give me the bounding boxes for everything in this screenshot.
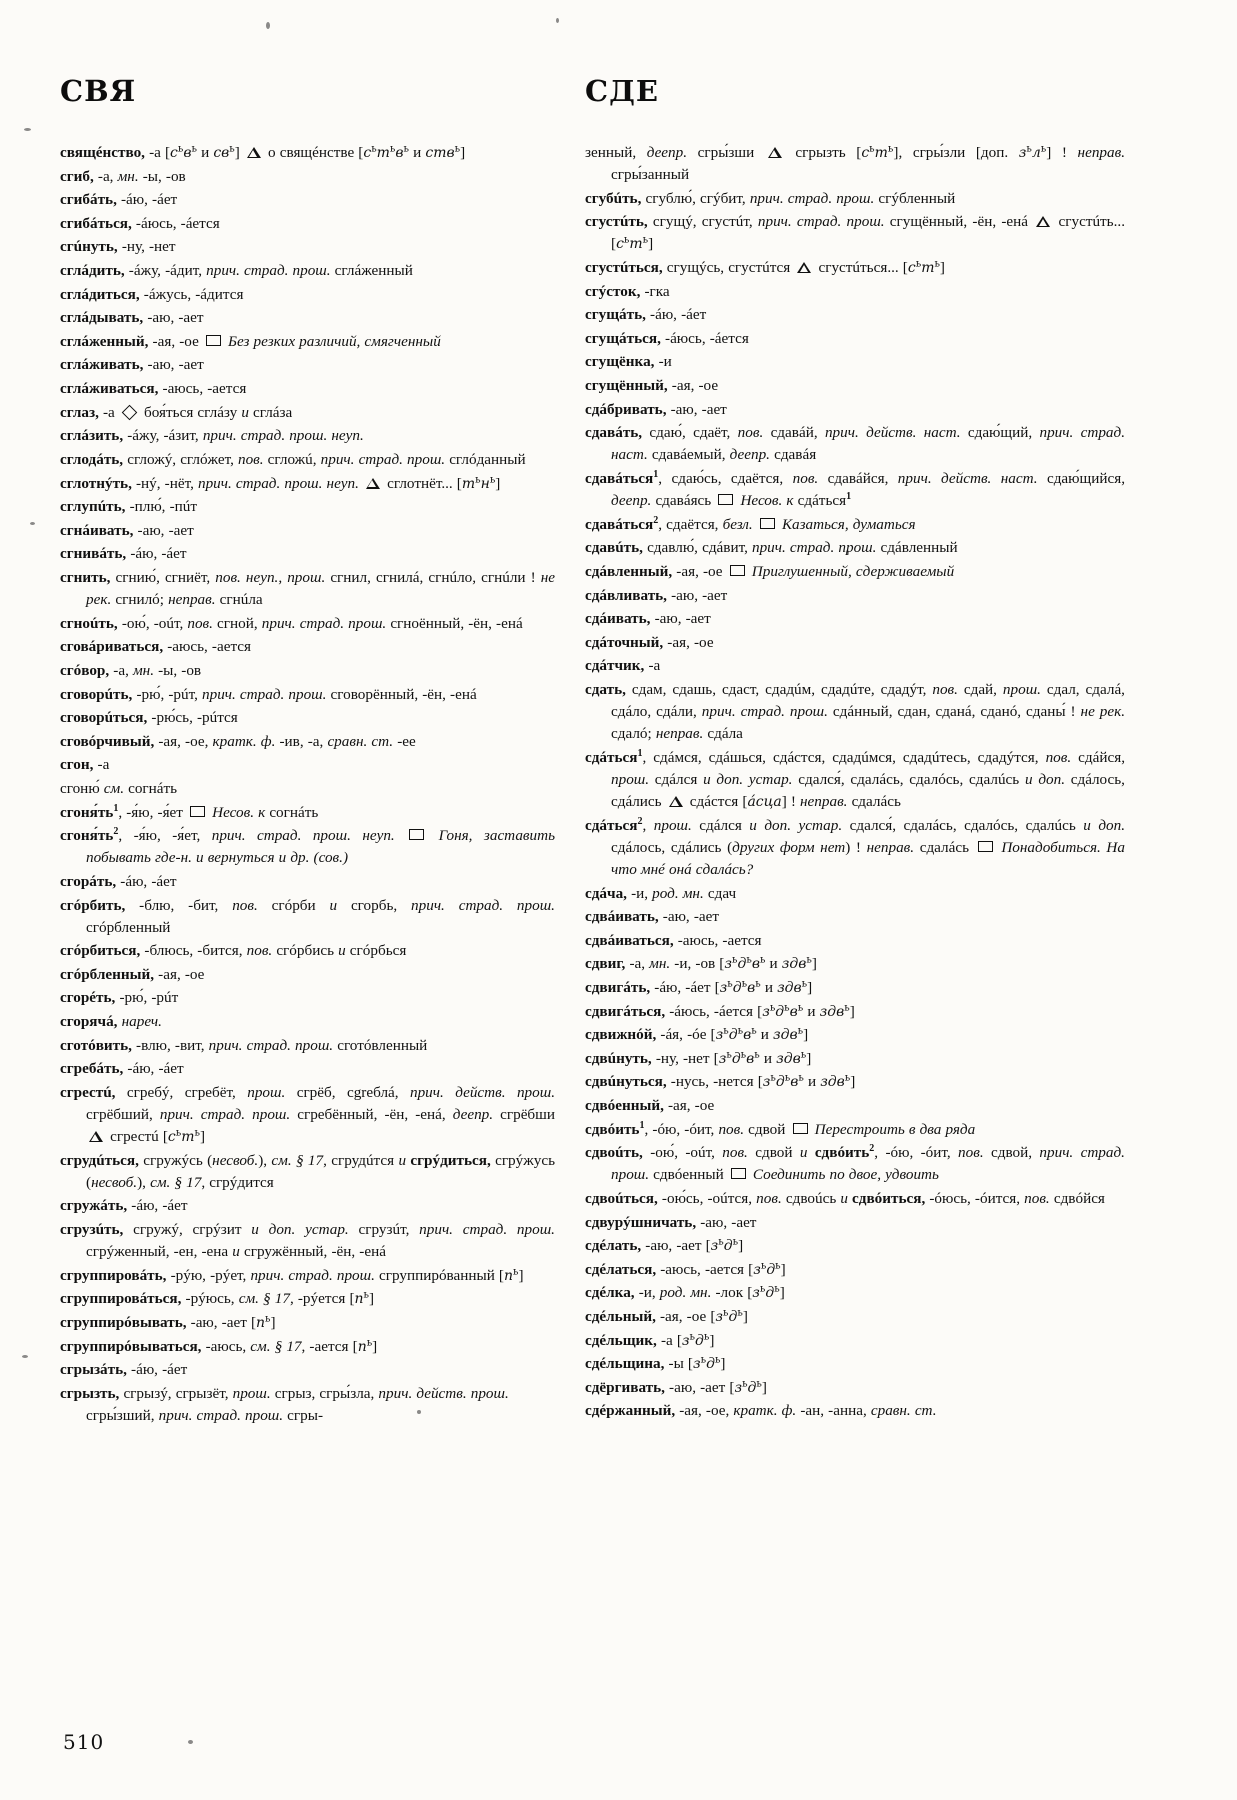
dictionary-entry: сгнить, сгнию́, сгниёт, пов. неуп., прош. сгнил, сгнилá, сгнúло, сгнúли ! не рек. сгнилó; неправ. сгнúла xyxy=(60,568,556,609)
dictionary-entry: сгон, -а xyxy=(60,756,110,774)
scan-speck xyxy=(266,22,270,29)
dictionary-entry: сдéльщина, -ы $[з^ьд^ь]$ xyxy=(585,1354,726,1373)
dictionary-entry: сдвоúть, -ою́, -оúт, пов. сдвой и сдвóить$^2$, -óю, -óит, пов. сдвой, прич. страд. прош. сдвóенный Соединить по двое, удвоить xyxy=(585,1143,1125,1184)
scan-speck xyxy=(188,1740,193,1744)
dictionary-entry: сгибáться, -áюсь, -áется xyxy=(60,214,220,232)
dictionary-entry: сглáдиться, -áжусь, -áдится xyxy=(60,285,244,303)
dictionary-entry: сгýсток, -гка xyxy=(585,282,670,300)
scan-speck xyxy=(24,128,31,131)
dictionary-entry: сгорáть, -áю, -áет xyxy=(60,872,177,890)
scan-speck xyxy=(22,1355,28,1358)
dictionary-entry: сгущáться, -áюсь, -áется xyxy=(585,329,749,347)
dictionary-entry: сдвигáться, -áюсь, -áется [$з^ьд^ьв^ь$ и здв$^ь$] xyxy=(585,1001,855,1020)
dictionary-entry: сдéлать, -аю, -ает $[з^ьд^ь]$ xyxy=(585,1236,744,1255)
dictionary-entry: сдвáивать, -аю, -ает xyxy=(585,908,719,926)
dictionary-entry: сгрудúться, сгружýсь (несвоб.), см. § 17, сгрудúтся и сгрýдиться, сгрýжусь (несвоб.), см. § 17, сгрýдится xyxy=(60,1151,555,1191)
dictionary-entry: сговóрчивый, -ая, -ое, кратк. ф. -ив, -а, сравн. ст. -ее xyxy=(60,732,416,750)
dictionary-entry: сглáдывать, -аю, -ает xyxy=(60,309,204,327)
dictionary-entry: сдáться$^2$, прош. сдáлся и доп. устар. сдался́, сдалáсь, сдалóсь, сдалúсь и доп. сдáлось, сдáлись (других форм нет) ! неправ. сдалáсь Понадобиться. На что мнé онá сдалáсь? xyxy=(585,815,1125,878)
dictionary-entry: сдавáться$^1$, сдаю́сь, сдаётся, пов. сдавáйся, прич. действ. наст. сдаю́щийся, деепр. сдавáясь Несов. к сдáться$^1$ xyxy=(585,468,1125,510)
dictionary-entry: сдвурýшничать, -аю, -ает xyxy=(585,1213,757,1231)
dictionary-entry: сгнáивать, -аю, -ает xyxy=(60,521,194,539)
dictionary-entry: сглáживать, -аю, -ает xyxy=(60,356,204,374)
dictionary-entry: сдавáть, сдаю́, сдаёт, пов. сдавáй, прич. действ. наст. сдаю́щий, прич. страд. наст. сдавáемый, деепр. сдавáя xyxy=(585,424,1126,464)
dictionary-entry: сдвúнуть, -ну, -нет [$з^ьд^ьв^ь$ и здв$^ь$] xyxy=(585,1049,812,1067)
dictionary-entry: сдáточный, -ая, -ое xyxy=(585,633,714,651)
dictionary-entry: сгущáть, -áю, -áет xyxy=(585,306,707,324)
dictionary-entry: сдвижнóй, -áя, -óе [$з^ьд^ьв^ь$ и здв$^ь$] xyxy=(585,1025,809,1044)
dictionary-entry: $сгоня́ть^2$, -я́ю, -я́ет, прич. страд. прош. неуп. Гоня, заставить побывать где-н. и вернуться и др. (сов.) xyxy=(60,826,555,867)
dictionary-entry: сгрузúть, сгружý, сгрýзит и доп. устар. сгрузúт, прич. страд. прош. сгрýженный, -ен, -ена и сгружённый, -ён, -енá xyxy=(60,1221,555,1261)
dictionary-entry: сдавáться$^2$, сдаётся, безл. Казаться, думаться xyxy=(585,514,916,533)
dictionary-entry: сгнивáть, -áю, -áет xyxy=(60,545,187,563)
left-column xyxy=(60,74,555,1429)
dictionary-entry: сдвáиваться, -аюсь, -ается xyxy=(585,931,762,949)
dictionary-entry: сдéлка, -и, род. мн. -лок $[з^ьд^ь]$ xyxy=(585,1283,785,1302)
dictionary-entry: сдáвленный, -ая, -ое Приглушенный, сдерживаемый xyxy=(585,562,955,580)
dictionary-entry: сговáриваться, -аюсь, -ается xyxy=(60,638,252,656)
dictionary-entry: сгóвор, -а, мн. -ы, -ов xyxy=(60,661,202,679)
right-entry-list xyxy=(585,142,1125,1423)
dictionary-entry: сдéржанный, -ая, -ое, кратк. ф. -ан, -анна, сравн. ст. xyxy=(585,1402,937,1420)
dictionary-entry: сдáтчик, -а xyxy=(585,657,661,675)
dictionary-entry: сдвóить$^1$, -óю, -óит, пов. сдвой Перестроить в два ряда xyxy=(585,1119,976,1138)
dictionary-entry: сгруппирóвывать, -аю, -ает $[п^ь]$ xyxy=(60,1313,276,1331)
dictionary-entry: сглáживаться, -аюсь, -ается xyxy=(60,380,247,398)
dictionary-entry: зенный, деепр. сгры́зши сгрызть $[с^ьт^ь]$, сгры́зли [доп. $з^ьл^ь$] ! неправ. сгры́занный xyxy=(585,143,1125,184)
dictionary-entry: сгóрбиться, -блюсь, -бится, пов. сгóрбись и сгóрбься xyxy=(60,942,407,960)
dictionary-entry: сдёргивать, -аю, -ает $[з^ьд^ь]$ xyxy=(585,1378,767,1396)
dictionary-entry: сдвигáть, -áю, -áет [$з^ьд^ьв^ь$ и здв$^ь$] xyxy=(585,978,813,996)
dictionary-entry: сглаз, -а боя́ться сглáзу и сглáза xyxy=(60,403,293,421)
running-head-right: СДЕ xyxy=(585,74,659,108)
dictionary-entry: сглупúть, -плю́, -пúт xyxy=(60,498,197,516)
dictionary-entry: сгустúться, сгущýсь, сгустúтся сгустúться... $[с^ьт^ь]$ xyxy=(585,258,945,277)
dictionary-entry: сгружáть, -áю, -áет xyxy=(60,1197,188,1215)
page-columns xyxy=(60,74,1170,1429)
dictionary-entry: сгрызть, сгрызý, сгрызёт, прош. сгрыз, сгры́зла, прич. действ. прош. сгры́зший, прич. страд. прош. сгры- xyxy=(60,1384,509,1424)
dictionary-entry: сгубúть, сгублю́, сгýбит, прич. страд. прош. сгýбленный xyxy=(585,189,956,207)
dictionary-entry: сгорéть, -рю́, -рúт xyxy=(60,989,179,1007)
dictionary-entry: сговорúть, -рю́, -рúт, прич. страд. прош. сговорённый, -ён, -енá xyxy=(60,685,477,703)
scan-speck xyxy=(30,522,35,525)
dictionary-entry: сгоню́ см. согнáть xyxy=(60,779,178,797)
dictionary-entry: сдáбривать, -аю, -ает xyxy=(585,400,727,418)
dictionary-entry: сгорячá, нареч. xyxy=(60,1013,162,1031)
left-entry-list xyxy=(60,142,555,1427)
dictionary-entry: сдáивать, -аю, -ает xyxy=(585,610,711,628)
right-column xyxy=(585,74,1125,1429)
dictionary-entry: сгребáть, -áю, -áет xyxy=(60,1060,184,1078)
dictionary-entry: $сгоня́ть^1$, -я́ю, -я́ет Несов. к согнáть xyxy=(60,802,319,821)
dictionary-entry: сгруппировáться, -рýюсь, см. § 17, -рýется $[п^ь]$ xyxy=(60,1289,375,1308)
dictionary-entry: сглáженный, -ая, -ое Без резких различий, смягченный xyxy=(60,332,441,350)
dictionary-entry: сдéльный, -ая, -ое $[з^ьд^ь]$ xyxy=(585,1307,748,1325)
dictionary-entry: сготóвить, -влю, -вит, прич. страд. прош. сготóвленный xyxy=(60,1036,428,1054)
dictionary-entry: сглáдить, -áжу, -áдит, прич. страд. прош. сглáженный xyxy=(60,262,413,280)
dictionary-entry: сгноúть, -ою́, -оúт, пов. сгной, прич. страд. прош. сгноённый, -ён, -енá xyxy=(60,614,523,632)
dictionary-entry: сдéльщик, -а $[з^ьд^ь]$ xyxy=(585,1330,715,1349)
dictionary-entry: сглотнýть, -нý, -нёт, прич. страд. прош. неуп. сглотнёт... $[т^ьн^ь]$ xyxy=(60,473,501,492)
dictionary-entry: сдвоúться, -ою́сь, -оúтся, пов. сдвоúсь и сдвóиться, -óюсь, -óится, пов. сдвóйся xyxy=(585,1189,1105,1207)
dictionary-entry: сдéлаться, -аюсь, -ается $[з^ьд^ь]$ xyxy=(585,1260,786,1278)
dictionary-entry: сгрызáть, -áю, -áет xyxy=(60,1361,188,1379)
dictionary-entry: сглáзить, -áжу, -áзит, прич. страд. прош. неуп. xyxy=(60,427,364,445)
dictionary-entry: сгрестú, сгребý, сгребёт, прош. сгрёб, сgreблá, прич. действ. прош. сгрёбший, прич. страд. прош. сгребённый, -ён, -енá, деепр. сгрёбши сгрестú $[с^ьт^ь]$ xyxy=(60,1083,555,1146)
dictionary-entry: сгустúть, сгущý, сгустúт, прич. страд. прош. сгущённый, -ён, -енá сгустúть... $[с^ьт^ь]$ xyxy=(585,213,1126,253)
dictionary-entry: свящéнство, -а [$с^ьв^ь$ и $св^ь$] о свящéнстве [$с^ьт^ьв^ь$ и ств$^ь$] xyxy=(60,143,466,161)
dictionary-entry: сгруппирóвываться, -аюсь, см. § 17, -ается $[п^ь]$ xyxy=(60,1336,378,1355)
dictionary-entry: сдвúнуться, -нусь, -нется [$з^ьд^ьв^ь$ и здв$^ь$] xyxy=(585,1072,856,1091)
dictionary-entry: сгóрбленный, -ая, -ое xyxy=(60,965,205,983)
dictionary-entry: сдвóенный, -ая, -ое xyxy=(585,1096,715,1114)
dictionary-entry: сдáча, -и, род. мн. сдач xyxy=(585,884,737,902)
dictionary-entry: сговорúться, -рю́сь, -рúтся xyxy=(60,709,238,727)
running-head-left: СВЯ xyxy=(60,74,137,108)
dictionary-entry: сгúнуть, -ну, -нет xyxy=(60,238,176,256)
dictionary-entry: сгруппировáть, -рýю, -рýет, прич. страд. прош. сгруппирóванный $[п^ь]$ xyxy=(60,1266,524,1284)
dictionary-entry: сгущёнка, -и xyxy=(585,353,672,371)
dictionary-entry: сдать, сдам, сдашь, сдаст, сдадúм, сдадúте, сдадýт, пов. сдай, прош. сдал, сдалá, сдáло, сдáли, прич. страд. прош. сдáнный, сдан, сданá, сданó, сданы́ ! не рек. сдалó; неправ. сдáла xyxy=(585,681,1125,743)
dictionary-entry: сдавúть, сдавлю́, сдáвит, прич. страд. прош. сдáвленный xyxy=(585,539,958,557)
dictionary-entry: сгибáть, -áю, -áет xyxy=(60,191,178,209)
dictionary-entry: сглодáть, сгложý, сглóжет, пов. сгложú, прич. страд. прош. сглóданный xyxy=(60,450,526,468)
dictionary-entry: сдáвливать, -аю, -ает xyxy=(585,586,728,604)
dictionary-entry: сдвиг, -а, мн. -и, -ов [$з^ьд^ьв^ь$ и здв$^ь$] xyxy=(585,954,817,973)
dictionary-entry: сдáться$^1$, сдáмся, сдáшься, сдáстся, сдадúмся, сдадúтесь, сдадýтся, пов. сдáйся, прош. сдáлся и доп. устар. сдался́, сдалáсь, сдалóсь, сдалúсь и доп. сдáлось, сдáлись сдáстся [áсца] ! неправ. сдалáсь xyxy=(585,747,1125,811)
dictionary-entry: сгиб, -а, мн. -ы, -ов xyxy=(60,167,186,185)
dictionary-entry: сгущённый, -ая, -ое xyxy=(585,377,719,395)
dictionary-entry: сгóрбить, -блю, -бит, пов. сгóрби и сгорбь, прич. страд. прош. сгóрбленный xyxy=(60,896,555,936)
page-number: 510 xyxy=(63,1730,105,1754)
scan-speck xyxy=(556,18,559,23)
